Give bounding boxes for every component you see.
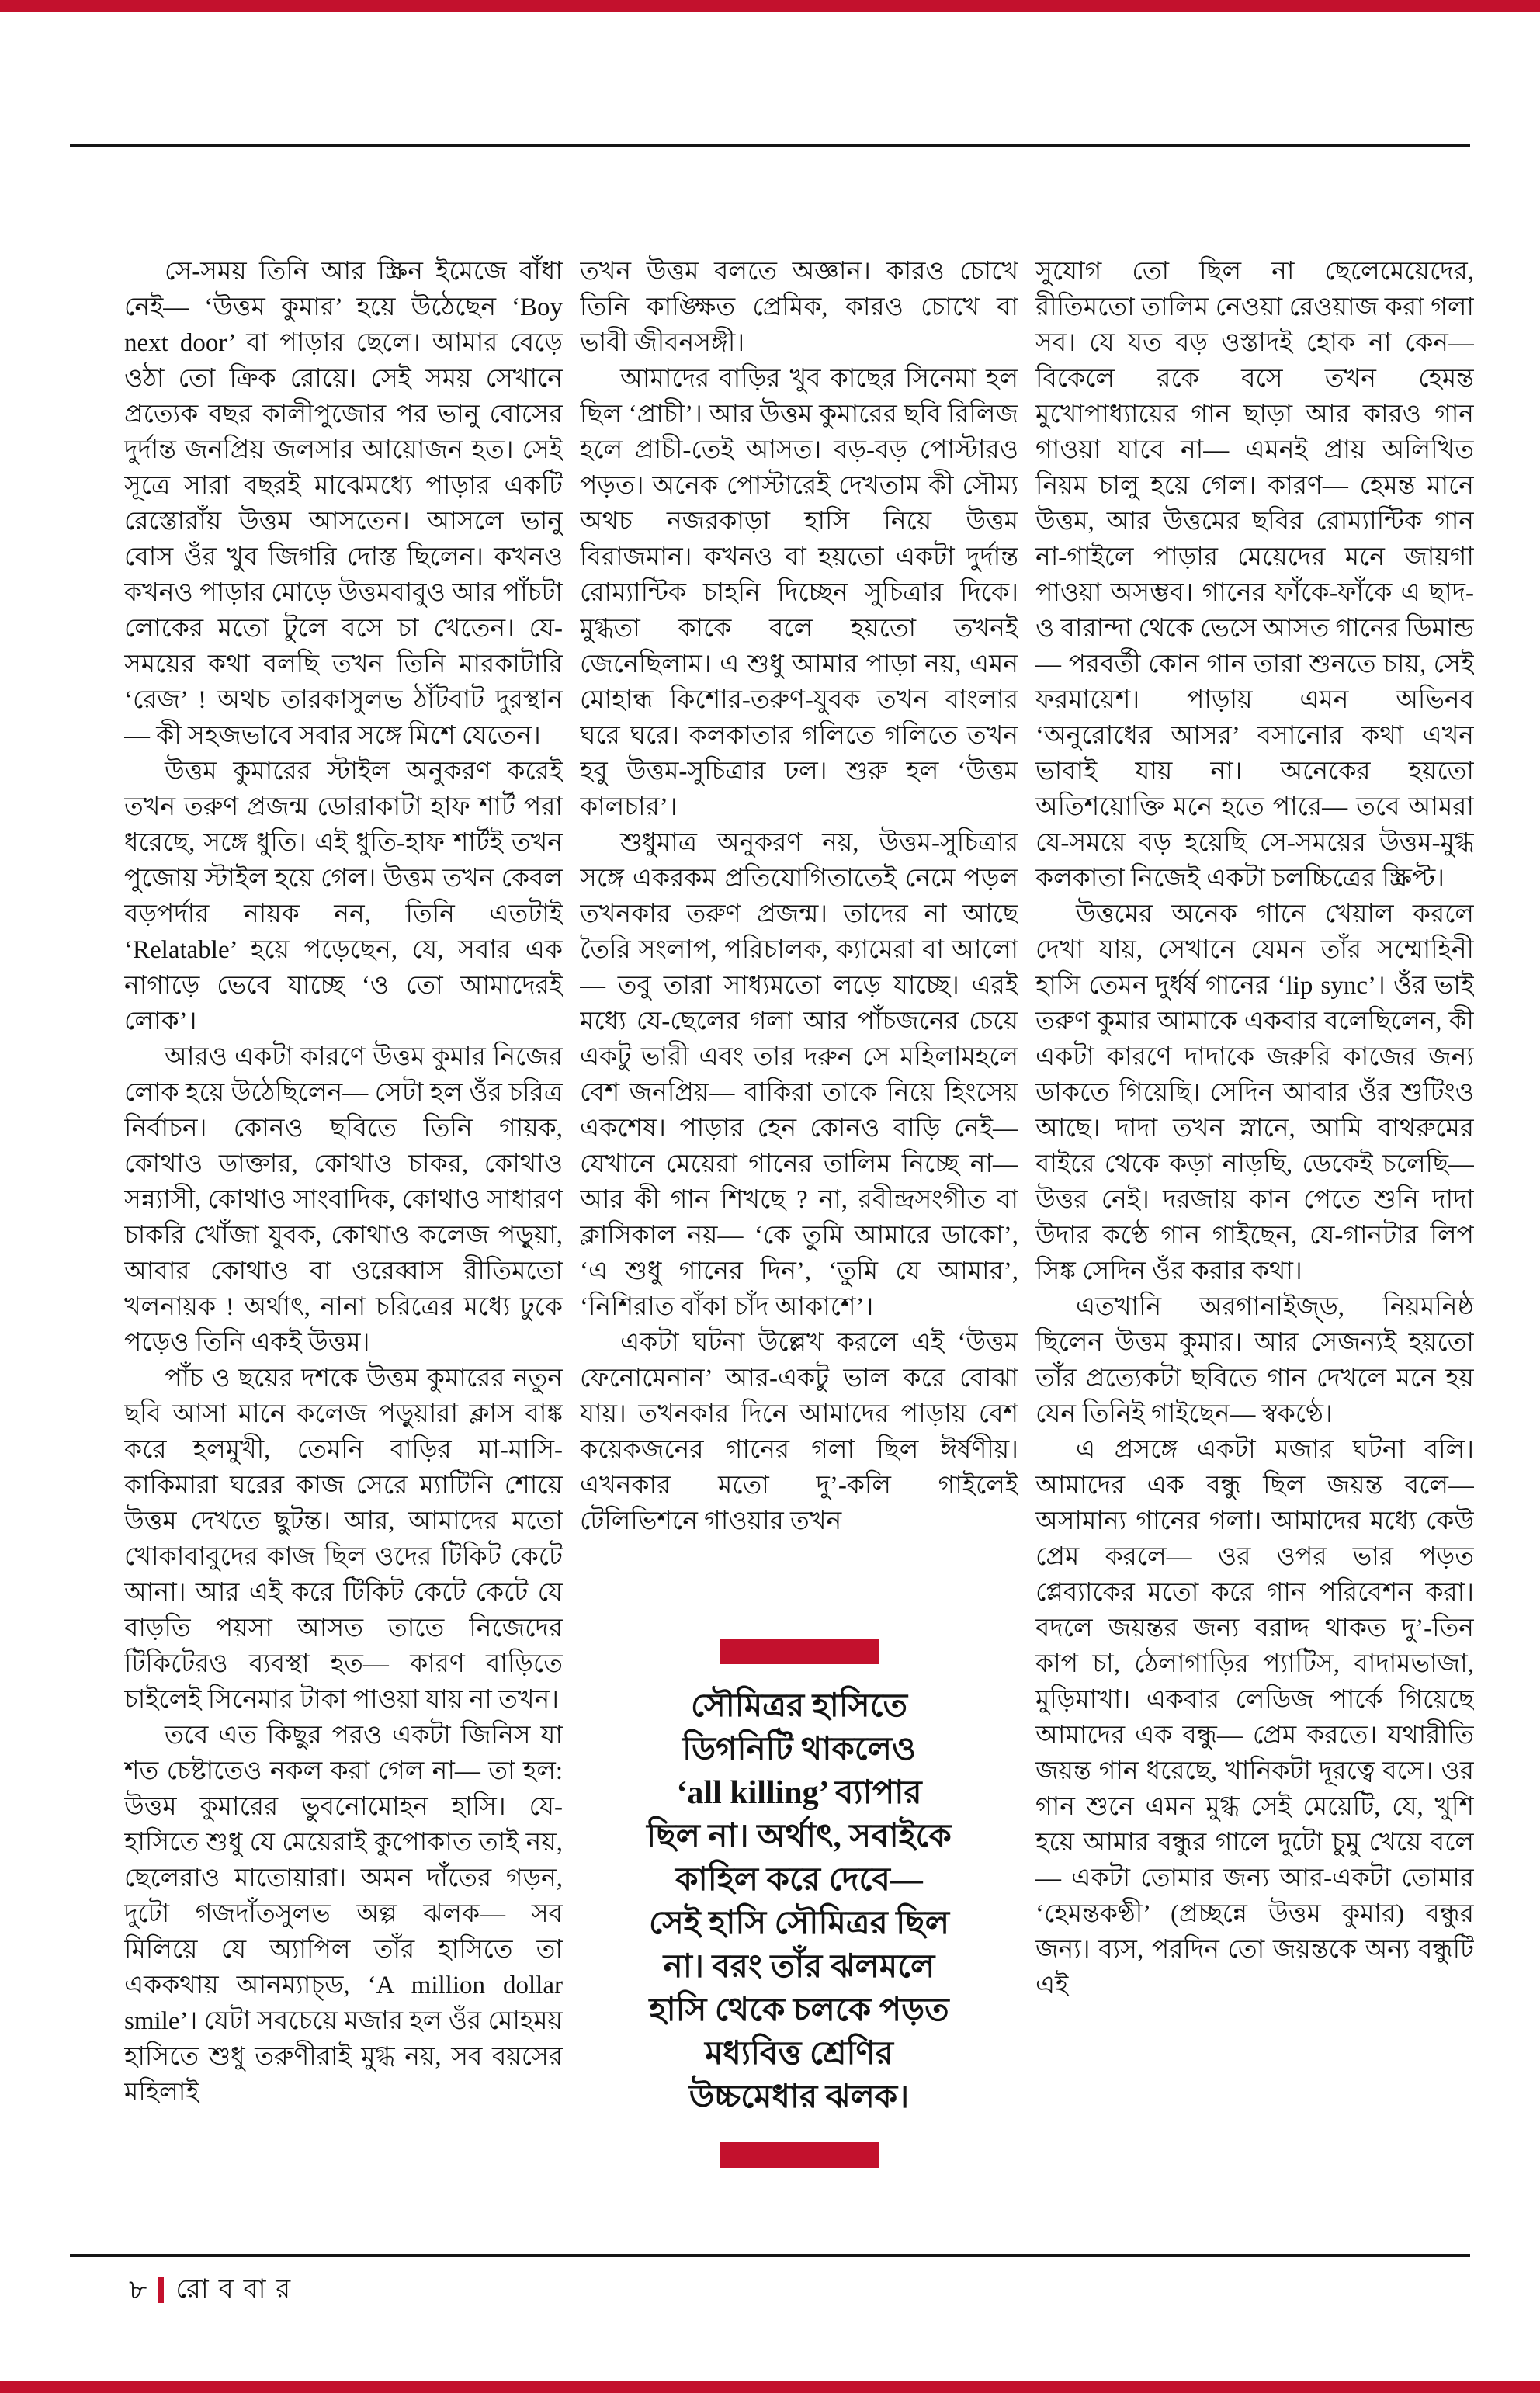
pull-quote-line: ডিগনিটি থাকলেও [682,1732,916,1767]
top-red-bar [0,0,1540,12]
pull-quote-line: সৌমিত্রর হাসিতে [691,1688,907,1724]
pull-quote-line: কাহিল করে দেবে— [675,1862,923,1898]
paragraph: সে-সময় তিনি আর স্ক্রিন ইমেজে বাঁধা নেই— ‘উত্তম কুমার’ হয়ে উঠেছেন ‘Boy next door’ বা পাড়ার ছেলে। আমার বেড়ে ওঠা তো ক্রিক রোয়ে। সেই সময় সেখানে প্রত্যেক বছর কালীপুজোর পর ভানু বোসের দুর্দান্ত জনপ্রিয় জলসার আয়োজন হত। সেই সূত্রে সারা বছরই মাঝেমধ্যে পাড়ার একটি রেস্তোরাঁয় উত্তম আসতেন। আসলে ভানু বোস ওঁর খুব জিগরি দোস্ত ছিলেন। কখনও কখনও পাড়ার মোড়ে উত্তমবাবুও আর পাঁচটা লোকের মতো টুলে বসে চা খেতেন। যে-সময়ের কথা বলছি তখন তিনি মারকাটারি ‘রেজ’ ! অথচ তারকাসুলভ ঠাঁটবাট দুরস্থান— কী সহজভাবে সবার সঙ্গে মিশে যেতেন। [124,258,563,750]
paragraph: সুযোগ তো ছিল না ছেলেমেয়েদের, রীতিমতো তালিম নেওয়া রেওয়াজ করা গলা সব। যে যত বড় ওস্তাদই হোক না কেন— বিকেলে রকে বসে তখন হেমন্ত মুখোপাধ্যায়ের গান ছাড়া আর কারও গান গাওয়া যাবে না— এমনই প্রায় অলিখিত নিয়ম চালু হয়ে গেল। কারণ— হেমন্ত মানে উত্তম, আর উত্তমের ছবির রোম্যান্টিক গান না-গাইলে পাড়ার মেয়েদের মনে জায়গা পাওয়া অসম্ভব। গানের ফাঁকে-ফাঁকে এ ছাদ-ও বারান্দা থেকে ভেসে আসত গানের ডিমান্ড— পরবর্তী কোন গান তারা শুনতে চায়, সেই ফরমায়েশ। পাড়ায় এমন অভিনব ‘অনুরোধের আসর’ বসানোর কথা এখন ভাবাই যায় না। অনেকের হয়তো অতিশয়োক্তি মনে হতে পারে— তবে আমরা যে-সময়ে বড় হয়েছি সে-সময়ের উত্তম-মুগ্ধ কলকাতা নিজেই একটা চলচ্চিত্রের স্ক্রিপ্ট। [1035,258,1474,893]
column-3 [1035,254,1474,2251]
column-2 [580,254,1018,2251]
pull-quote-box [580,1609,1018,2251]
paragraph: আরও একটা কারণে উত্তম কুমার নিজের লোক হয়ে উঠেছিলেন— সেটা হল ওঁর চরিত্র নির্বাচন। কোনও ছবিতে তিনি গায়ক, কোথাও ডাক্তার, কোথাও চাকর, কোথাও সন্ন্যাসী, কোথাও সাংবাদিক, কোথাও সাধারণ চাকরি খোঁজা যুবক, কোথাও কলেজ পড়ুয়া, আবার কোথাও বা ওরেব্বাস রীতিমতো খলনায়ক ! অর্থাৎ, নানা চরিত্রের মধ্যে ঢুকে পড়েও তিনি একই উত্তম। [124,1043,563,1357]
paragraph: শুধুমাত্র অনুকরণ নয়, উত্তম-সুচিত্রার সঙ্গে একরকম প্রতিযোগিতাতেই নেমে পড়ল তখনকার তরুণ প্রজন্ম। তাদের না আছে তৈরি সংলাপ, পরিচালক, ক্যামেরা বা আলো— তবু তারা সাধ্যমতো লড়ে যাচ্ছে। এরই মধ্যে যে-ছেলের গলা আর পাঁচজনের চেয়ে একটু ভারী এবং তার দরুন সে মহিলামহলে বেশ জনপ্রিয়— বাকিরা তাকে নিয়ে হিংসেয় একশেষ। পাড়ার হেন কোনও বাড়ি নেই— যেখানে মেয়েরা গানের তালিম নিচ্ছে না— আর কী গান শিখছে ? না, রবীন্দ্রসংগীত বা ক্লাসিকাল নয়— ‘কে তুমি আমারে ডাকো’, ‘এ শুধু গানের দিন’, ‘তুমি যে আমার’, ‘নিশিরাত বাঁকা চাঁদ আকাশে’। [580,829,1018,1321]
paragraph: পাঁচ ও ছয়ের দশকে উত্তম কুমারের নতুন ছবি আসা মানে কলেজ পড়ুয়ারা ক্লাস বাঙ্ক করে হলমুখী, তেমনি বাড়ির মা-মাসি-কাকিমারা ঘরের কাজ সেরে ম্যাটিনি শোয়ে উত্তম দেখতে ছুটন্ত। আর, আমাদের মতো খোকাবাবুদের কাজ ছিল ওদের টিকিট কেটে আনা। আর এই করে টিকিট কেটে কেটে যে বাড়তি পয়সা আসত তাতে নিজেদের টিকিটেরও ব্যবস্থা হত— কারণ বাড়িতে চাইলেই সিনেমার টাকা পাওয়া যায় না তখন। [124,1365,563,1714]
pull-quote-line: হাসি থেকে চলকে পড়ত [649,1992,949,2028]
pull-quote-line: ‘all killing’ ব্যাপার [676,1775,922,1811]
pull-quote-top-red-bar [720,1639,879,1664]
pull-quote-line: সেই হাসি সৌমিত্রর ছিল [649,1906,949,1941]
page-number: ৮ [129,2274,147,2305]
pull-quote-line: না। বরং তাঁর ঝলমলে [663,1949,935,1985]
paragraph: উত্তমের অনেক গানে খেয়াল করলে দেখা যায়, সেখানে যেমন তাঁর সম্মোহিনী হাসি তেমন দুর্ধর্ষ গানের ‘lip sync’। ওঁর ভাই তরুণ কুমার আমাকে একবার বলেছিলেন, কী একটা কারণে দাদাকে জরুরি কাজের জন্য ডাকতে গিয়েছি। সেদিন আবার ওঁর শুটিংও আছে। দাদা তখন স্নানে, আমি বাথরুমের বাইরে থেকে কড়া নাড়ছি, ডেকেই চলেছি— উত্তর নেই। দরজায় কান পেতে শুনি দাদা উদার কণ্ঠে গান গাইছেন, যে-গানটার লিপ সিঙ্ক সেদিন ওঁর করার কথা। [1035,900,1474,1285]
publication-name: রোববার [175,2275,301,2304]
paragraph: এ প্রসঙ্গে একটা মজার ঘটনা বলি। আমাদের এক বন্ধু ছিল জয়ন্ত বলে— অসামান্য গানের গলা। আমাদের মধ্যে কেউ প্রেম করলে— ওর ওপর ভার পড়ত প্লেব্যাকের মতো করে গান পরিবেশন করা। বদলে জয়ন্তর জন্য বরাদ্দ থাকত দু’-তিন কাপ চা, ঠেলাগাড়ির প্যাটিস, বাদামভাজা, মুড়িমাখা। একবার লেডিজ পার্কে গিয়েছে আমাদের এক বন্ধু— প্রেম করতে। যথারীতি জয়ন্ত গান ধরেছে, খানিকটা দূরত্বে বসে। ওর গান শুনে এমন মুগ্ধ সেই মেয়েটি, যে, খুশি হয়ে আমার বন্ধুর গালে দুটো চুমু খেয়ে বলে— একটা তোমার জন্য আর-একটা তোমার ‘হেমন্তকণ্ঠী’ (প্রচ্ছন্নে উত্তম কুমার) বন্ধুর জন্য। ব্যস, পরদিন তো জয়ন্তকে অন্য বন্ধুটি এই [1035,1436,1474,1999]
paragraph: উত্তম কুমারের স্টাইল অনুকরণ করেই তখন তরুণ প্রজন্ম ডোরাকাটা হাফ শার্ট পরা ধরেছে, সঙ্গে ধুতি। এই ধুতি-হাফ শার্টই তখন পুজোয় স্টাইল হয়ে গেল। উত্তম তখন কেবল বড়পর্দার নায়ক নন, তিনি এতটাই ‘Relatable’ হয়ে পড়েছেন, যে, সবার এক নাগাড়ে ভেবে যাচ্ছে ‘ও তো আমাদেরই লোক’। [124,758,563,1035]
paragraph: এতখানি অরগানাইজ্‌ড, নিয়মনিষ্ঠ ছিলেন উত্তম কুমার। আর সেজন্যই হয়তো তাঁর প্রত্যেকটা ছবিতে গান দেখলে মনে হয় যেন তিনিই গাইছেন— স্বকণ্ঠে। [1035,1293,1474,1428]
paragraph: আমাদের বাড়ির খুব কাছের সিনেমা হল ছিল ‘প্রাচী’। আর উত্তম কুমারের ছবি রিলিজ হলে প্রাচী-তেই আসত। বড়-বড় পোস্টারও পড়ত। অনেক পোস্টারেই দেখতাম কী সৌম্য অথচ নজরকাড়া হাসি নিয়ে উত্তম বিরাজমান। কখনও বা হয়তো একটা দুর্দান্ত রোম্যান্টিক চাহনি দিচ্ছেন সুচিত্রার দিকে। মুগ্ধতা কাকে বলে হয়তো তখনই জেনেছিলাম। এ শুধু আমার পাড়া নয়, এমন মোহান্ধ কিশোর-তরুণ-যুবক তখন বাংলার ঘরে ঘরে। কলকাতার গলিতে গলিতে তখন হবু উত্তম-সুচিত্রার ঢল। শুরু হল ‘উত্তম কালচার’। [580,365,1018,821]
pull-quote-bottom-red-bar [720,2142,879,2168]
paragraph: তবে এত কিছুর পরও একটা জিনিস যা শত চেষ্টাতেও নকল করা গেল না— তা হল: উত্তম কুমারের ভুবনোমোহন হাসি। যে-হাসিতে শুধু যে মেয়েরাই কুপোকাত তাই নয়, ছেলেরাও মাতোয়ারা। অমন দাঁতের গড়ন, দুটো গজদাঁতসুলভ অল্প ঝলক— সব মিলিয়ে যে অ্যাপিল তাঁর হাসিতে তা এককথায় আনম্যাচ্‌ড, ‘A million dollar smile’। যেটা সবচেয়ে মজার হল ওঁর মোহময় হাসিতে শুধু তরুণীরাই মুগ্ধ নয়, সব বয়সের মহিলাই [124,1722,563,2107]
article-body [124,254,1475,2251]
column-2-text [580,254,1018,1539]
footer-rule [70,2254,1470,2257]
pull-quote-line: মধ্যবিত্ত শ্রেণির [704,2036,894,2072]
column-1 [124,254,563,2251]
paragraph: একটা ঘটনা উল্লেখ করলে এই ‘উত্তম ফেনোমেনান’ আর-একটু ভাল করে বোঝা যায়। তখনকার দিনে আমাদের পাড়ায় বেশ কয়েকজনের গানের গলা ছিল ঈর্ষণীয়। এখনকার মতো দু’-কলি গাইলেই টেলিভিশনে গাওয়ার তখন [580,1329,1018,1535]
pull-quote-text [580,1684,1018,2119]
pull-quote-line: উচ্চমেধার ঝলক। [688,2079,910,2115]
bottom-red-bar [0,2381,1540,2393]
footer-red-separator [158,2277,164,2303]
top-rule [70,144,1470,147]
paragraph: তখন উত্তম বলতে অজ্ঞান। কারও চোখে তিনি কাঙ্ক্ষিত প্রেমিক, কারও চোখে বা ভাবী জীবনসঙ্গী। [580,258,1018,357]
page-footer [129,2273,300,2306]
pull-quote-line: ছিল না। অর্থাৎ, সবাইকে [647,1819,952,1854]
